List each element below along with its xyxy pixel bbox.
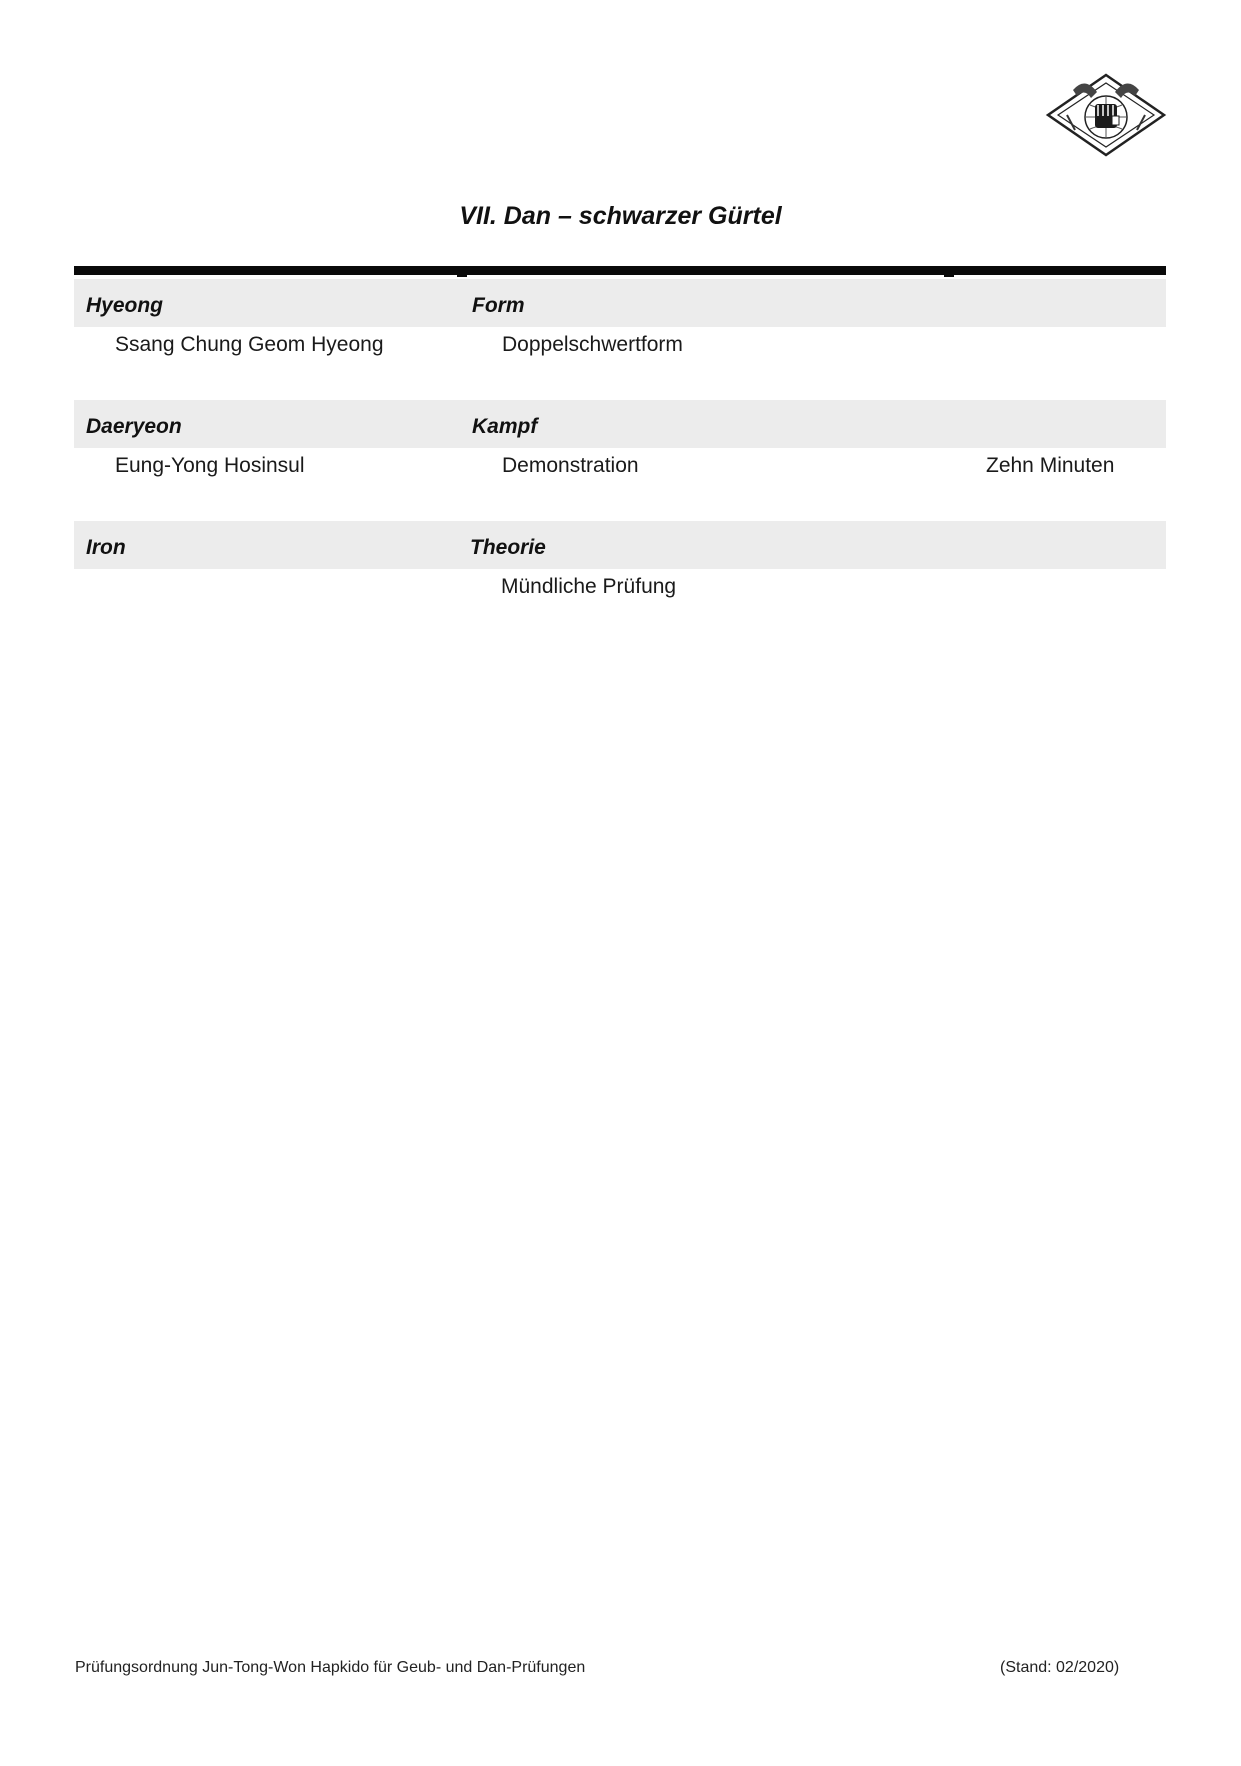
row-duration: Zehn Minuten bbox=[986, 454, 1115, 477]
title-divider bbox=[74, 266, 1166, 275]
row-technique: Eung-Yong Hosinsul bbox=[115, 454, 305, 477]
page-title: VII. Dan – schwarzer Gürtel bbox=[459, 202, 782, 230]
section-heading-left: Hyeong bbox=[86, 294, 164, 317]
section-header-band bbox=[74, 279, 1166, 327]
section-heading-mid: Theorie bbox=[470, 536, 546, 559]
row-description: Doppelschwertform bbox=[502, 333, 683, 356]
divider-tick bbox=[944, 275, 954, 277]
section-heading-left: Iron bbox=[86, 536, 126, 559]
hapkido-emblem-icon bbox=[1045, 72, 1167, 158]
footer-version: (Stand: 02/2020) bbox=[1000, 1659, 1120, 1676]
section-header-band bbox=[74, 521, 1166, 569]
section-header-band bbox=[74, 400, 1166, 448]
section-heading-left: Daeryeon bbox=[86, 415, 182, 438]
section-heading-mid: Kampf bbox=[472, 415, 538, 438]
section-heading-mid: Form bbox=[472, 294, 525, 317]
row-description: Demonstration bbox=[502, 454, 639, 477]
divider-tick bbox=[457, 275, 467, 277]
footer-document-title: Prüfungsordnung Jun-Tong-Won Hapkido für Geub- und Dan-Prüfungen bbox=[75, 1659, 586, 1676]
row-description: Mündliche Prüfung bbox=[501, 575, 677, 598]
row-technique: Ssang Chung Geom Hyeong bbox=[115, 333, 384, 356]
